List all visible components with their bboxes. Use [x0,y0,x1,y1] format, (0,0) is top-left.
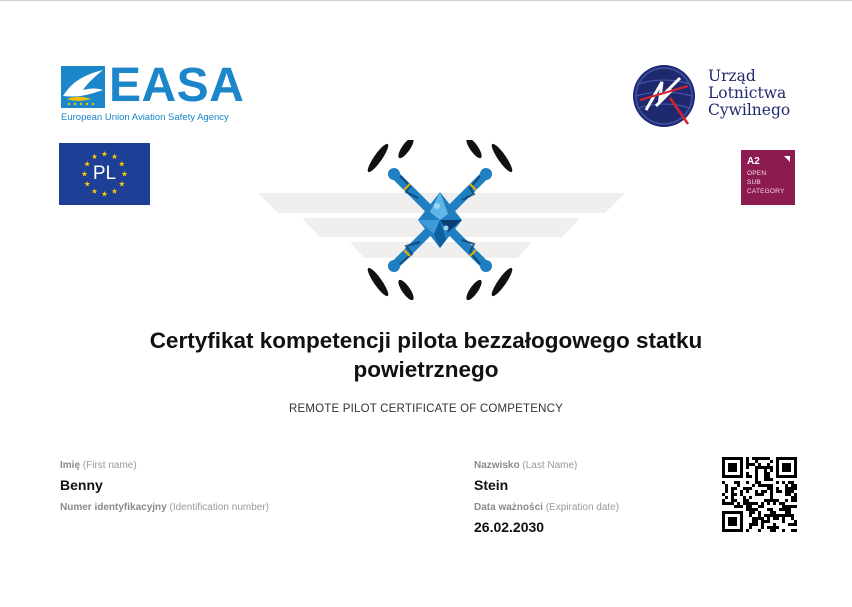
qr-code-icon [722,457,797,532]
eu-flag [59,143,150,205]
country-code: PL [92,163,117,184]
ulc-emblem-icon [632,64,696,128]
category-line: CATEGORY [747,188,785,195]
category-badge [741,150,795,205]
badge-corner-icon [784,156,790,162]
easa-full-name: European Union Aviation Safety Agency [61,112,229,123]
expiration-label-pl: Data ważności [474,502,543,513]
eu-star [102,151,108,156]
first-name-value: Benny [60,477,103,493]
eu-star [112,154,118,159]
last-name-label-pl: Nazwisko [474,460,520,471]
last-name-label-en: (Last Name) [522,460,578,471]
eu-star [92,188,98,193]
last-name-label [474,460,577,471]
authority-name-line: Urząd [708,67,756,85]
identification-label-en: (Identification number) [169,502,269,513]
expiration-value: 26.02.2030 [474,519,545,535]
first-name-label [60,460,137,471]
authority-name [708,68,790,119]
category-line: OPEN [747,170,767,177]
identification-label-pl: Numer identyfikacyjny [60,502,167,513]
easa-wordmark: EASA [109,59,245,112]
category-code: A2 [747,156,760,167]
expiration-label [474,502,619,513]
eu-star [112,188,118,193]
first-name-label-en: (First name) [82,460,137,471]
easa-logo [61,59,245,126]
certificate-title: Certyfikat kompetencji pilota bezzałogowego statku powietrznego [149,328,703,382]
drone-emblem [250,140,630,310]
first-name-label-pl: Imię [60,460,81,471]
last-name-value: Stein [474,477,509,493]
expiration-label-en: (Expiration date) [545,502,620,513]
eu-star [92,154,98,159]
top-border [0,0,852,1]
eu-star [102,191,108,196]
easa-bird-icon [61,66,105,108]
authority-name-line: Cywilnego [708,101,791,119]
authority-name-line: Lotnictwa [708,84,787,102]
certificate-subtitle: REMOTE PILOT CERTIFICATE OF COMPETENCY [288,403,564,415]
category-line: SUB [747,179,761,186]
identification-label [60,502,269,513]
